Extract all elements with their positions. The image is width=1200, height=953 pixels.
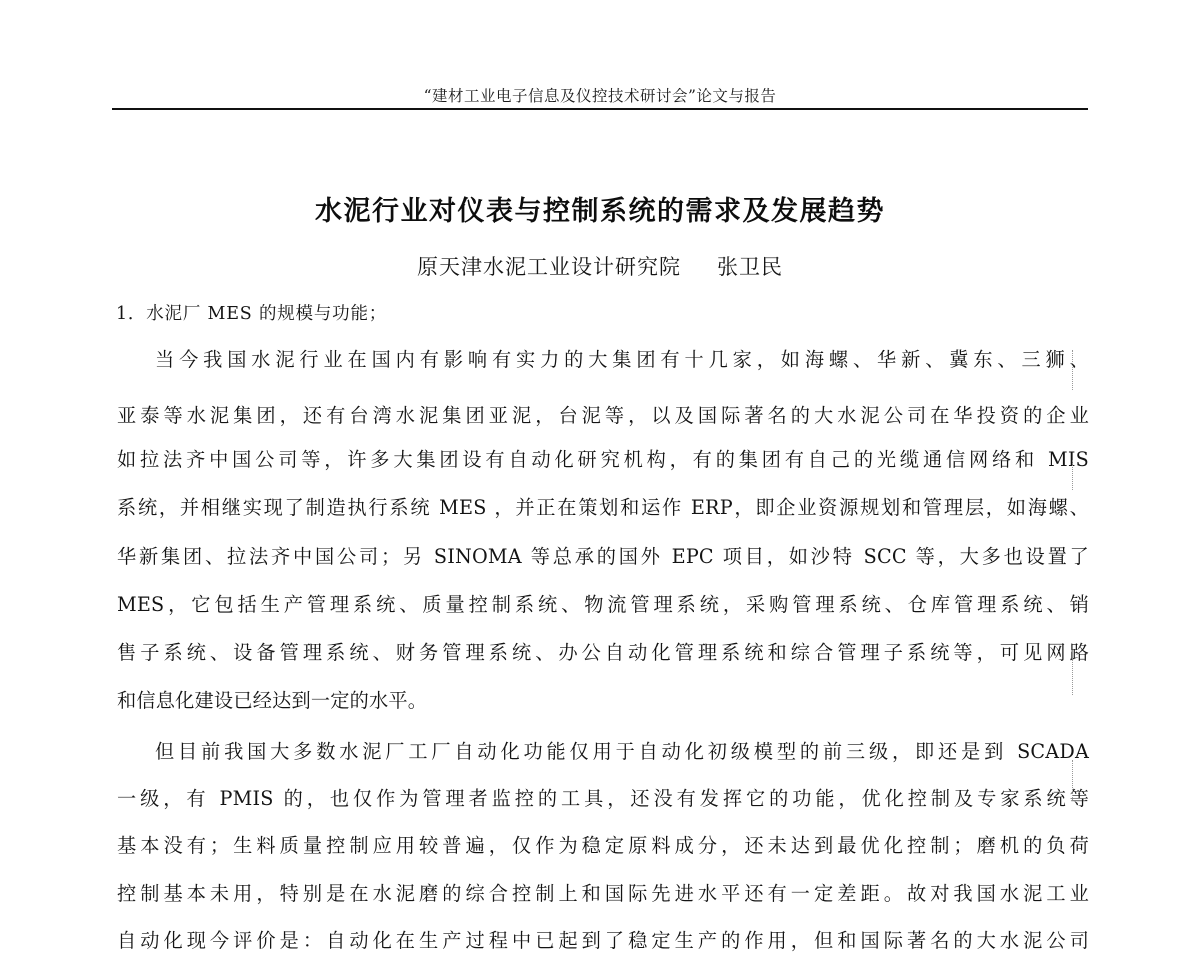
paragraph-line: 一级，有 PMIS 的，也仅作为管理者监控的工具，还没有发挥它的功能，优化控制及专家系统等 bbox=[117, 787, 1089, 810]
paragraph-line: 亚泰等水泥集团，还有台湾水泥集团亚泥，台泥等，以及国际著名的大水泥公司在华投资的企业 bbox=[117, 404, 1089, 427]
paragraph-line: 系统，并相继实现了制造执行系统 MES ，并正在策划和运作 ERP，即企业资源规划和管理层，如海螺、 bbox=[117, 496, 1089, 519]
paragraph-line: 华新集团、拉法齐中国公司；另 SINOMA 等总承的国外 EPC 项目，如沙特 SCC 等，大多也设置了 bbox=[117, 545, 1089, 568]
author-name: 张卫民 bbox=[717, 255, 783, 279]
paragraph-line: 基本没有；生料质量控制应用较普遍，仅作为稳定原料成分，还未达到最优化控制；磨机的负荷 bbox=[117, 834, 1089, 857]
paper-title: 水泥行业对仪表与控制系统的需求及发展趋势 bbox=[315, 196, 885, 227]
paragraph-line: MES，它包括生产管理系统、质量控制系统、物流管理系统，采购管理系统、仓库管理系统、销 bbox=[117, 593, 1089, 616]
scan-artifact bbox=[1072, 650, 1075, 695]
section-heading: 1．水泥厂 MES 的规模与功能； bbox=[116, 304, 388, 324]
paragraph-line: 当今我国水泥行业在国内有影响有实力的大集团有十几家，如海螺、华新、冀东、三狮、 bbox=[155, 348, 1089, 371]
running-header: “建材工业电子信息及仪控技术研讨会”论文与报告 bbox=[423, 87, 777, 105]
paragraph-line: 和信息化建设已经达到一定的水平。 bbox=[117, 689, 428, 712]
paragraph-line: 自动化现今评价是：自动化在生产过程中已起到了稳定生产的作用，但和国际著名的大水泥公司 bbox=[117, 929, 1089, 952]
paragraph-line: 但目前我国大多数水泥厂工厂自动化功能仅用于自动化初级模型的前三级，即还是到 SCADA bbox=[155, 740, 1089, 763]
scan-artifact bbox=[1072, 760, 1075, 800]
scan-artifact bbox=[1072, 460, 1075, 490]
paragraph-line: 售子系统、设备管理系统、财务管理系统、办公自动化管理系统和综合管理子系统等，可见网路 bbox=[117, 641, 1089, 664]
paragraph-line: 如拉法齐中国公司等，许多大集团设有自动化研究机构，有的集团有自己的光缆通信网络和 MIS bbox=[117, 448, 1089, 471]
author-line bbox=[112, 251, 1088, 281]
affiliation: 原天津水泥工业设计研究院 bbox=[417, 255, 681, 279]
header-rule bbox=[112, 108, 1088, 110]
paragraph-line: 控制基本未用，特别是在水泥磨的综合控制上和国际先进水平还有一定差距。故对我国水泥工业 bbox=[117, 882, 1089, 905]
scan-artifact bbox=[1072, 350, 1075, 390]
